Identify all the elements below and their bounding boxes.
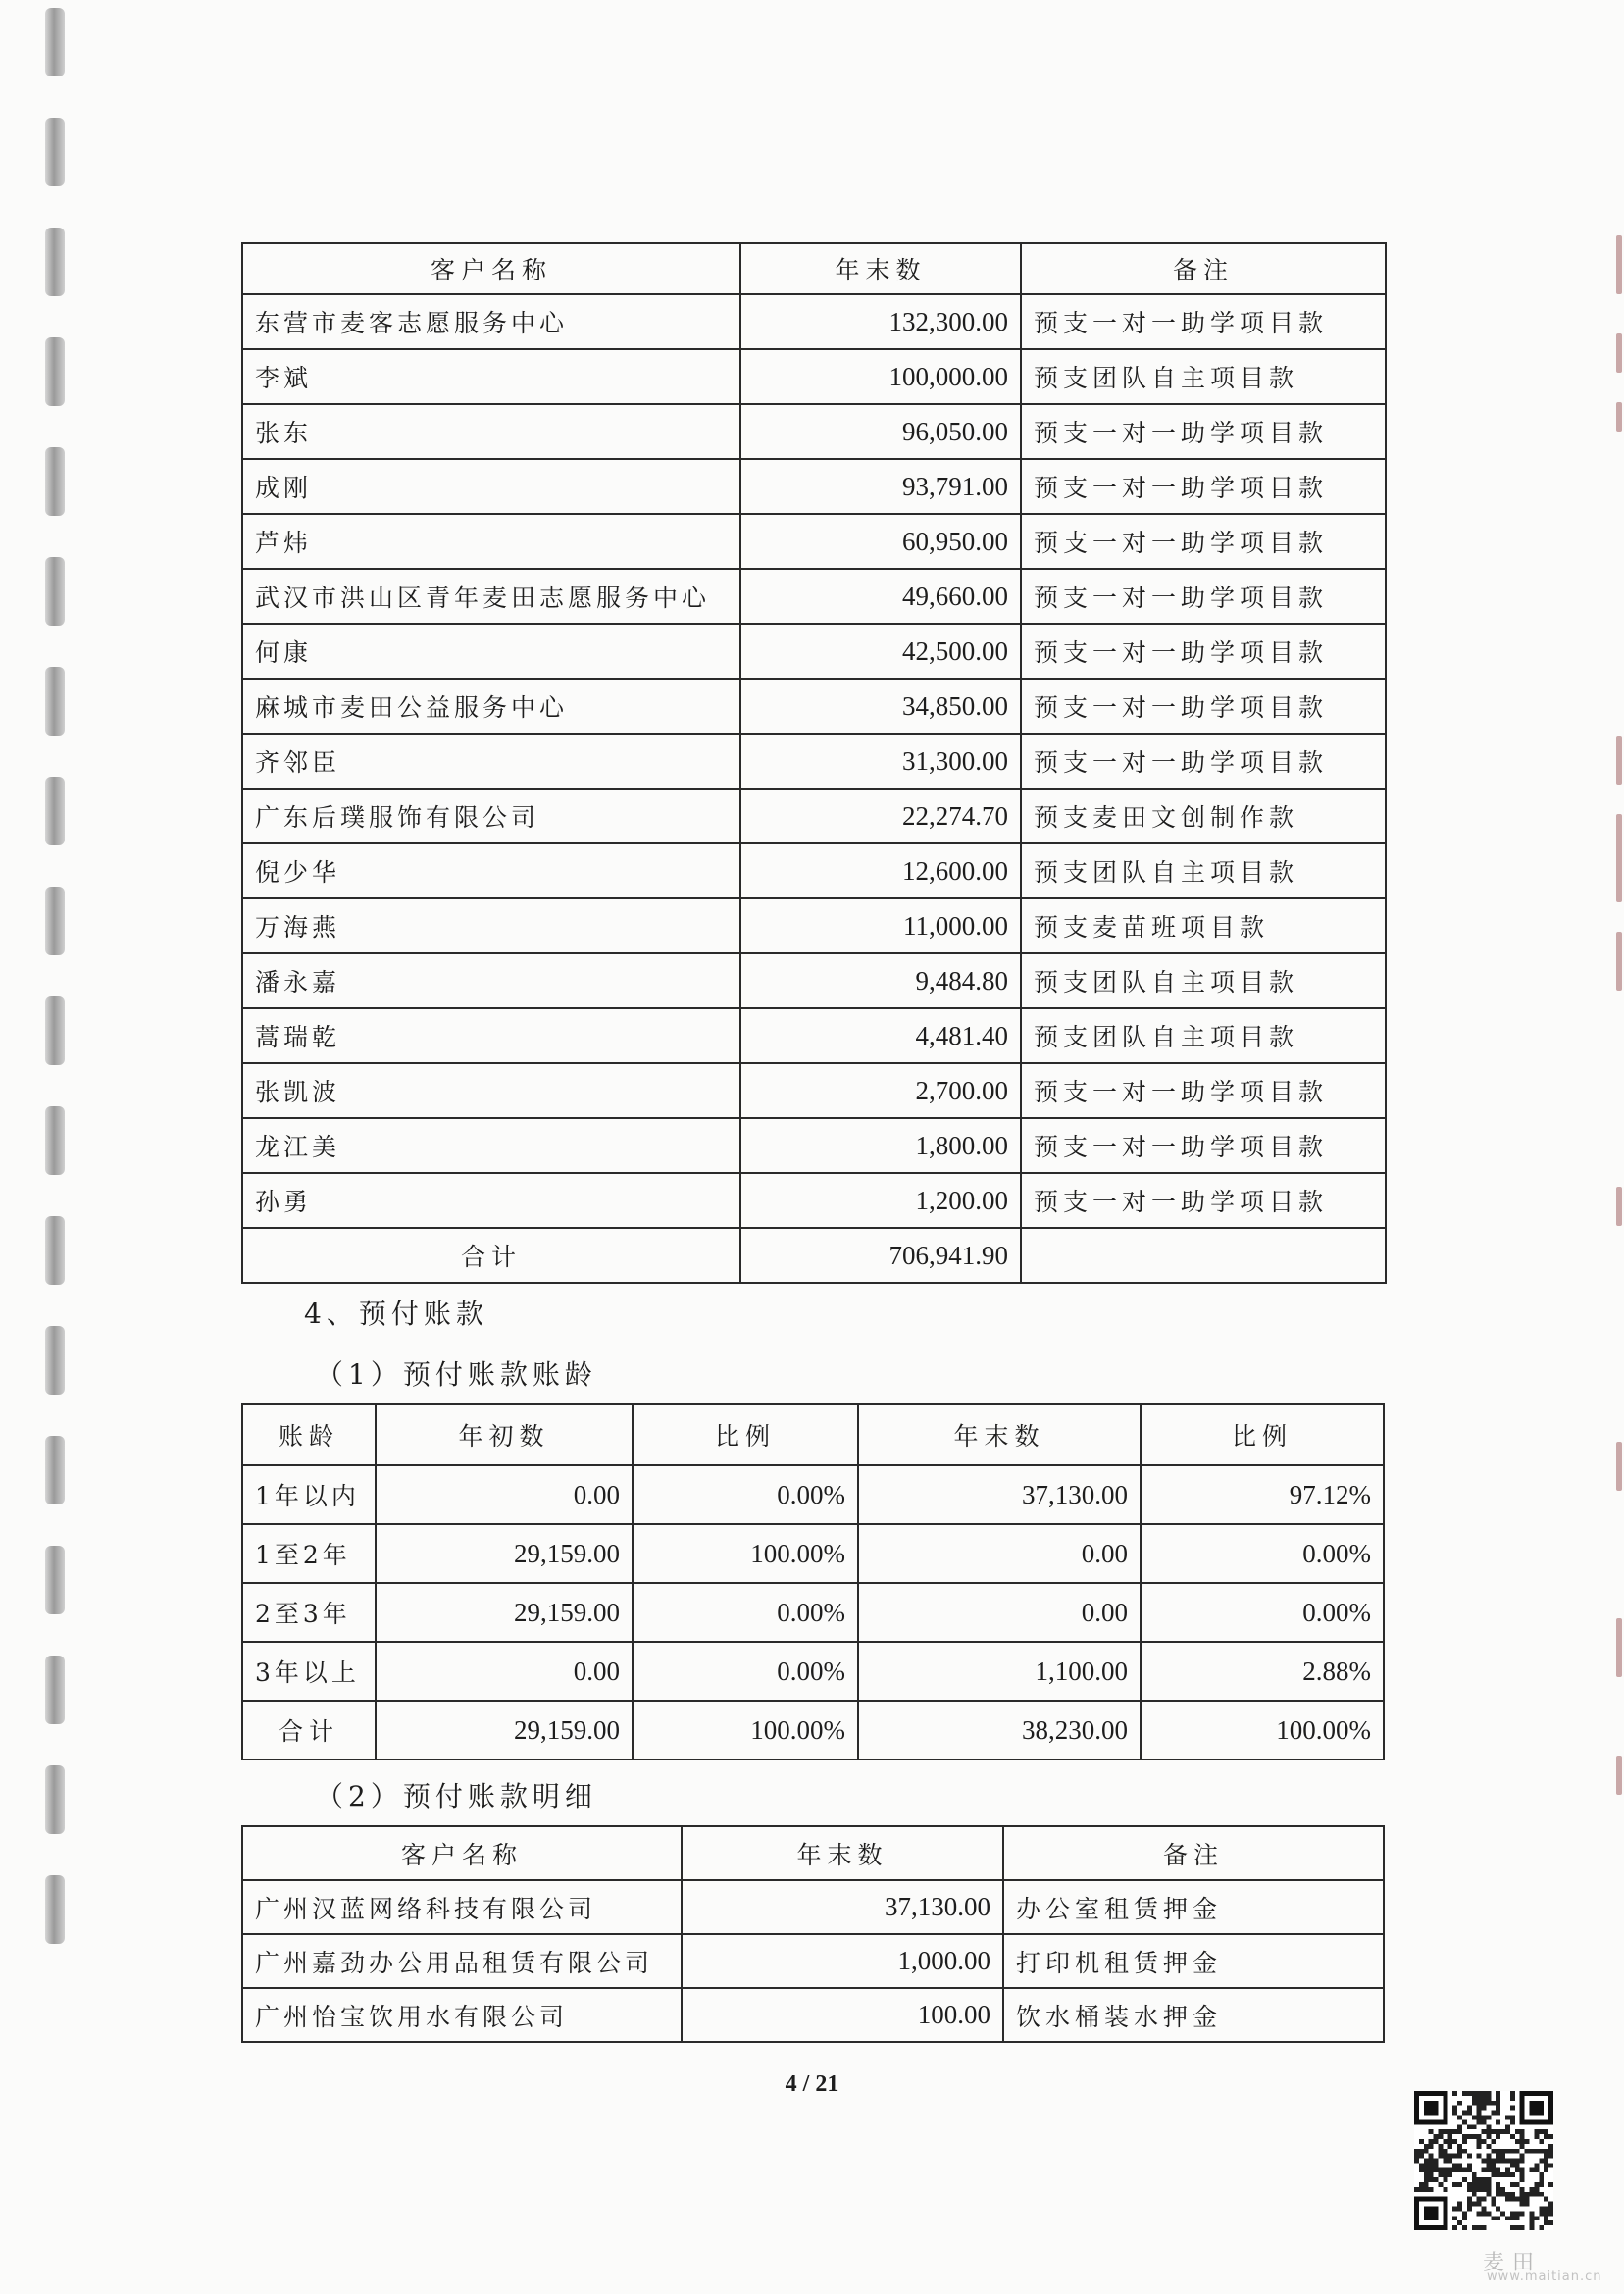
table-row: [242, 898, 1386, 953]
customer-name-cell: 蒿瑞乾: [242, 1008, 740, 1063]
note-cell: 预支一对一助学项目款: [1021, 514, 1386, 569]
customer-name-cell: 何康: [242, 624, 740, 679]
binding-hole: [45, 667, 65, 736]
column-header-note: 备注: [1003, 1826, 1384, 1880]
customer-name-cell: 万海燕: [242, 898, 740, 953]
binding-hole: [45, 557, 65, 626]
year-end-amount-cell: 100,000.00: [740, 349, 1021, 404]
table-row: [242, 1118, 1386, 1173]
binding-hole: [45, 996, 65, 1065]
customer-name-cell: 东营市麦客志愿服务中心: [242, 294, 740, 349]
year-end-amount-cell: 2,700.00: [740, 1063, 1021, 1118]
note-cell: 预支一对一助学项目款: [1021, 569, 1386, 624]
binding-hole: [45, 337, 65, 406]
note-cell: 预支一对一助学项目款: [1021, 1173, 1386, 1228]
table-row: [242, 734, 1386, 789]
table-row: [242, 1063, 1386, 1118]
note-cell: 预支团队自主项目款: [1021, 1008, 1386, 1063]
customer-name-cell: 广州汉蓝网络科技有限公司: [242, 1880, 682, 1934]
binding-hole: [45, 777, 65, 845]
qr-code: [1414, 2091, 1553, 2230]
watermark-url: www.maitian.cn: [1487, 2269, 1602, 2284]
edge-mark: [1616, 402, 1622, 432]
table-row: [242, 1173, 1386, 1228]
edge-mark: [1616, 1187, 1622, 1226]
column-header-year-end: 年末数: [682, 1826, 1003, 1880]
column-header-begin-ratio: 比例: [633, 1404, 858, 1465]
begin-ratio-cell: 0.00%: [633, 1583, 858, 1642]
customer-name-cell: 孙勇: [242, 1173, 740, 1228]
binding-hole: [45, 1765, 65, 1834]
table-row: [242, 624, 1386, 679]
table-header-row: [242, 1826, 1384, 1880]
year-end-amount-cell: 4,481.40: [740, 1008, 1021, 1063]
begin-ratio-cell: 100.00%: [633, 1524, 858, 1583]
watermark-brand: 麦田: [1483, 2251, 1543, 2275]
prepaid-detail-table: [241, 1825, 1385, 2043]
note-cell: 预支一对一助学项目款: [1021, 1063, 1386, 1118]
note-cell: 预支麦田文创制作款: [1021, 789, 1386, 843]
edge-mark: [1616, 1618, 1622, 1677]
customer-name-cell: 张凯波: [242, 1063, 740, 1118]
edge-mark: [1616, 1442, 1622, 1491]
section-heading-prepaid: 4、预付账款: [304, 1298, 488, 1330]
year-end-amount-cell: 1,000.00: [682, 1934, 1003, 1988]
binding-hole: [45, 1326, 65, 1395]
binding-hole: [45, 1875, 65, 1944]
binding-hole: [45, 228, 65, 296]
note-cell: 预支一对一助学项目款: [1021, 679, 1386, 734]
end-amount-cell: 0.00: [858, 1583, 1141, 1642]
end-ratio-cell: 0.00%: [1141, 1524, 1384, 1583]
note-cell: 预支一对一助学项目款: [1021, 1118, 1386, 1173]
note-cell: 办公室租赁押金: [1003, 1880, 1384, 1934]
year-end-amount-cell: 100.00: [682, 1988, 1003, 2042]
year-end-amount-cell: 11,000.00: [740, 898, 1021, 953]
note-cell: 打印机租赁押金: [1003, 1934, 1384, 1988]
customer-name-cell: 张东: [242, 404, 740, 459]
column-header-customer: 客户名称: [242, 1826, 682, 1880]
column-header-begin: 年初数: [376, 1404, 633, 1465]
end-amount-cell: 0.00: [858, 1524, 1141, 1583]
year-end-amount-cell: 9,484.80: [740, 953, 1021, 1008]
table-row: [242, 1701, 1384, 1759]
customer-name-cell: 潘永嘉: [242, 953, 740, 1008]
note-cell: 预支一对一助学项目款: [1021, 459, 1386, 514]
end-ratio-cell: 100.00%: [1141, 1701, 1384, 1759]
binding-holes: [45, 0, 65, 2294]
total-amount-cell: 706,941.90: [740, 1228, 1021, 1283]
note-cell: 预支麦苗班项目款: [1021, 898, 1386, 953]
table-row: [242, 1934, 1384, 1988]
edge-mark: [1616, 1756, 1622, 1795]
edge-stamp-marks: [1610, 226, 1624, 2089]
binding-hole: [45, 118, 65, 186]
binding-hole: [45, 1436, 65, 1504]
edge-mark: [1616, 333, 1622, 373]
customer-name-cell: 龙江美: [242, 1118, 740, 1173]
column-header-end: 年末数: [858, 1404, 1141, 1465]
year-end-amount-cell: 93,791.00: [740, 459, 1021, 514]
binding-hole: [45, 8, 65, 76]
year-end-amount-cell: 22,274.70: [740, 789, 1021, 843]
receivables-detail-table: [241, 242, 1387, 1284]
binding-hole: [45, 887, 65, 955]
end-amount-cell: 37,130.00: [858, 1465, 1141, 1524]
year-end-amount-cell: 96,050.00: [740, 404, 1021, 459]
begin-amount-cell: 29,159.00: [376, 1583, 633, 1642]
begin-ratio-cell: 0.00%: [633, 1465, 858, 1524]
customer-name-cell: 广东后璞服饰有限公司: [242, 789, 740, 843]
table-row: [242, 349, 1386, 404]
year-end-amount-cell: 37,130.00: [682, 1880, 1003, 1934]
table-row: [242, 1988, 1384, 2042]
table-row: [242, 1642, 1384, 1701]
subsection-heading-prepaid-detail: （2）预付账款明细: [316, 1780, 597, 1812]
table-row: [242, 1465, 1384, 1524]
customer-name-cell: 成刚: [242, 459, 740, 514]
age-bucket-cell: 合计: [242, 1701, 376, 1759]
year-end-amount-cell: 34,850.00: [740, 679, 1021, 734]
edge-mark: [1616, 814, 1622, 902]
note-cell: 预支团队自主项目款: [1021, 349, 1386, 404]
age-bucket-cell: 3年以上: [242, 1642, 376, 1701]
edge-mark: [1616, 235, 1622, 294]
table-row: [242, 404, 1386, 459]
year-end-amount-cell: 49,660.00: [740, 569, 1021, 624]
column-header-year-end: 年末数: [740, 243, 1021, 294]
table-row: [242, 789, 1386, 843]
year-end-amount-cell: 42,500.00: [740, 624, 1021, 679]
note-cell: 预支团队自主项目款: [1021, 843, 1386, 898]
age-bucket-cell: 2至3年: [242, 1583, 376, 1642]
year-end-amount-cell: 1,200.00: [740, 1173, 1021, 1228]
prepaid-aging-table: [241, 1403, 1385, 1760]
year-end-amount-cell: 1,800.00: [740, 1118, 1021, 1173]
note-cell: 预支一对一助学项目款: [1021, 734, 1386, 789]
end-ratio-cell: 2.88%: [1141, 1642, 1384, 1701]
column-header-age: 账龄: [242, 1404, 376, 1465]
note-cell: 饮水桶装水押金: [1003, 1988, 1384, 2042]
year-end-amount-cell: 60,950.00: [740, 514, 1021, 569]
customer-name-cell: 广州怡宝饮用水有限公司: [242, 1988, 682, 2042]
table-row: [242, 1583, 1384, 1642]
edge-mark: [1616, 932, 1622, 991]
table-header-row: [242, 1404, 1384, 1465]
begin-amount-cell: 29,159.00: [376, 1701, 633, 1759]
table-row: [242, 1524, 1384, 1583]
customer-name-cell: 芦炜: [242, 514, 740, 569]
customer-name-cell: 齐邻臣: [242, 734, 740, 789]
binding-hole: [45, 1106, 65, 1175]
total-label-cell: 合计: [242, 1228, 740, 1283]
end-ratio-cell: 97.12%: [1141, 1465, 1384, 1524]
end-ratio-cell: 0.00%: [1141, 1583, 1384, 1642]
customer-name-cell: 李斌: [242, 349, 740, 404]
customer-name-cell: 武汉市洪山区青年麦田志愿服务中心: [242, 569, 740, 624]
note-cell: 预支一对一助学项目款: [1021, 404, 1386, 459]
column-header-customer: 客户名称: [242, 243, 740, 294]
binding-hole: [45, 1656, 65, 1724]
total-note-cell: [1021, 1228, 1386, 1283]
begin-ratio-cell: 0.00%: [633, 1642, 858, 1701]
binding-hole: [45, 447, 65, 516]
total-row: [242, 1228, 1386, 1283]
begin-amount-cell: 0.00: [376, 1465, 633, 1524]
end-amount-cell: 38,230.00: [858, 1701, 1141, 1759]
binding-hole: [45, 1546, 65, 1614]
note-cell: 预支团队自主项目款: [1021, 953, 1386, 1008]
begin-amount-cell: 0.00: [376, 1642, 633, 1701]
year-end-amount-cell: 12,600.00: [740, 843, 1021, 898]
begin-ratio-cell: 100.00%: [633, 1701, 858, 1759]
table-row: [242, 1880, 1384, 1934]
table-row: [242, 569, 1386, 624]
table-row: [242, 843, 1386, 898]
column-header-end-ratio: 比例: [1141, 1404, 1384, 1465]
note-cell: 预支一对一助学项目款: [1021, 624, 1386, 679]
end-amount-cell: 1,100.00: [858, 1642, 1141, 1701]
age-bucket-cell: 1至2年: [242, 1524, 376, 1583]
customer-name-cell: 倪少华: [242, 843, 740, 898]
age-bucket-cell: 1年以内: [242, 1465, 376, 1524]
customer-name-cell: 广州嘉劲办公用品租赁有限公司: [242, 1934, 682, 1988]
subsection-heading-aging: （1）预付账款账龄: [316, 1358, 597, 1391]
table-row: [242, 679, 1386, 734]
column-header-note: 备注: [1021, 243, 1386, 294]
table-header-row: [242, 243, 1386, 294]
edge-mark: [1616, 736, 1622, 785]
page-number: 4 / 21: [785, 2071, 839, 2097]
table-row: [242, 294, 1386, 349]
begin-amount-cell: 29,159.00: [376, 1524, 633, 1583]
year-end-amount-cell: 132,300.00: [740, 294, 1021, 349]
year-end-amount-cell: 31,300.00: [740, 734, 1021, 789]
binding-hole: [45, 1216, 65, 1285]
customer-name-cell: 麻城市麦田公益服务中心: [242, 679, 740, 734]
note-cell: 预支一对一助学项目款: [1021, 294, 1386, 349]
table-row: [242, 953, 1386, 1008]
table-row: [242, 514, 1386, 569]
table-row: [242, 1008, 1386, 1063]
table-row: [242, 459, 1386, 514]
